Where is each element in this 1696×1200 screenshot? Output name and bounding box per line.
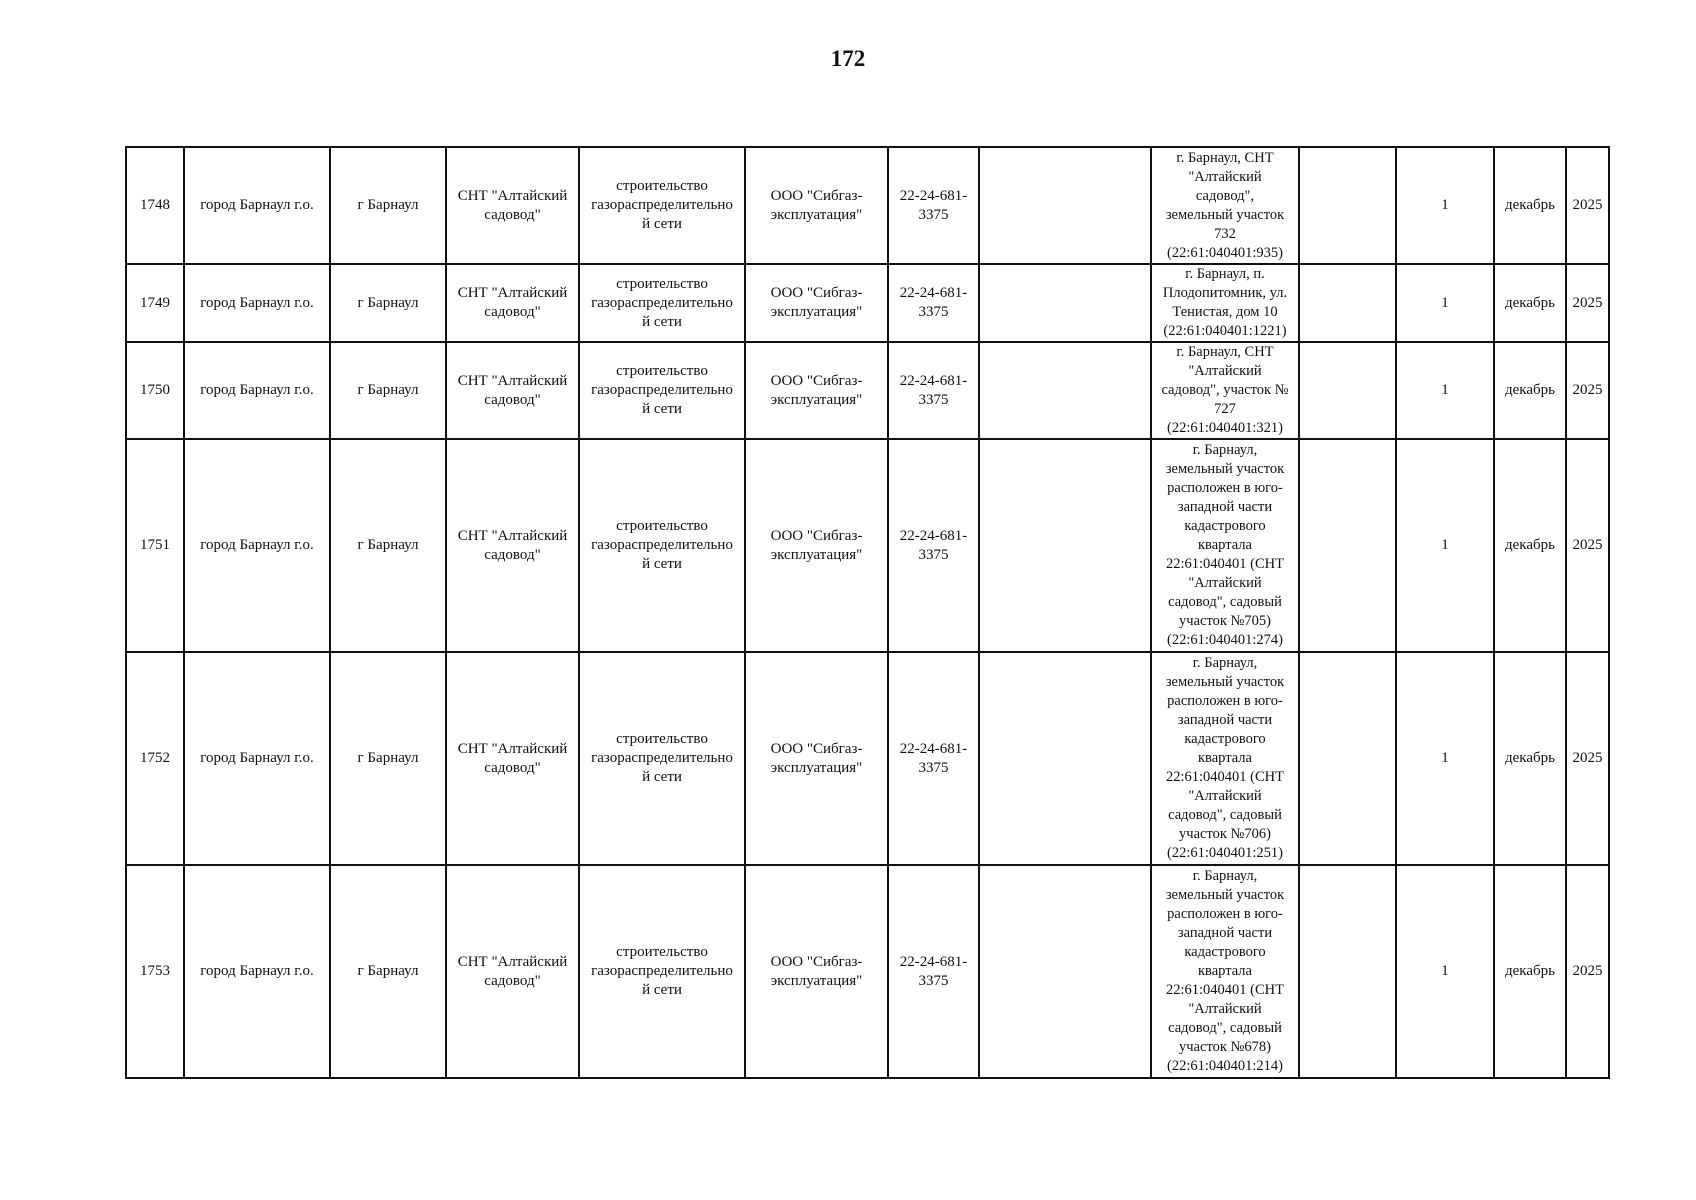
empty-cell xyxy=(979,342,1151,439)
address-line: кадастрового xyxy=(1184,944,1266,960)
code-cell xyxy=(888,439,979,652)
address-line: г. Барнаул, xyxy=(1192,442,1258,458)
work-type-line: газораспределительно xyxy=(591,963,733,979)
work-type-line: строительство xyxy=(616,275,708,292)
address-line: г. Барнаул, СНТ xyxy=(1176,149,1274,166)
address-cell xyxy=(1151,865,1299,1078)
work-type-line: строительство xyxy=(616,363,708,379)
code-line: 3375 xyxy=(918,304,949,320)
address-line: участок №705) xyxy=(1179,613,1271,629)
work-type-cell xyxy=(579,342,745,439)
organization-cell xyxy=(745,147,888,264)
address-line: земельный участок xyxy=(1165,461,1285,477)
address-line: 22:61:040401 (СНТ xyxy=(1165,982,1284,998)
row-number: 1752 xyxy=(126,652,184,865)
address-line: (22:61:040401:214) xyxy=(1167,1058,1283,1074)
address-line: "Алтайский xyxy=(1188,575,1262,591)
locality-cell: г Барнаул xyxy=(330,652,446,865)
address-line: кадастрового xyxy=(1184,731,1266,747)
address-line: 22:61:040401 (СНТ xyxy=(1165,769,1284,785)
address-line: (22:61:040401:321) xyxy=(1167,420,1283,436)
address-line: 732 xyxy=(1214,225,1236,242)
object-cell: СНТ "Алтайский садовод" xyxy=(446,147,579,264)
address-line: участок №706) xyxy=(1179,826,1271,842)
empty-cell xyxy=(979,439,1151,652)
address-line: западной части xyxy=(1177,712,1273,728)
address-line: расположен в юго- xyxy=(1167,906,1283,922)
row-number: 1749 xyxy=(126,264,184,342)
address-line: 22:61:040401 (СНТ xyxy=(1165,556,1284,572)
code-cell xyxy=(888,865,979,1078)
address-cell xyxy=(1151,342,1299,439)
row-number: 1751 xyxy=(126,439,184,652)
address-line: "Алтайский xyxy=(1188,363,1262,379)
address-line: садовод", xyxy=(1195,187,1255,204)
organization-line: ООО "Сибгаз- xyxy=(770,527,863,544)
row-number: 1753 xyxy=(126,865,184,1078)
address-cell xyxy=(1151,439,1299,652)
address-line: расположен в юго- xyxy=(1167,693,1283,709)
work-type-line: й сети xyxy=(642,216,682,232)
work-type-line: й сети xyxy=(642,313,682,330)
locality-cell: г Барнаул xyxy=(330,264,446,342)
address-line: (22:61:040401:274) xyxy=(1167,632,1283,648)
organization-line: ООО "Сибгаз- xyxy=(770,187,863,204)
address-line: садовод", садовый xyxy=(1168,807,1282,823)
code-line: 22-24-681- xyxy=(899,527,968,544)
empty-cell xyxy=(1299,439,1396,652)
table-row xyxy=(126,264,1609,342)
year-cell: 2025 xyxy=(1566,147,1609,264)
organization-line: эксплуатация" xyxy=(770,206,863,223)
address-line: Тенистая, дом 10 xyxy=(1172,304,1278,320)
work-type-line: строительство xyxy=(616,178,708,194)
code-line: 22-24-681- xyxy=(899,187,968,204)
organization-line: эксплуатация" xyxy=(770,391,863,408)
address-line: участок №678) xyxy=(1179,1039,1271,1055)
empty-cell xyxy=(1299,147,1396,264)
district-cell: город Барнаул г.о. xyxy=(184,865,330,1078)
work-type-cell xyxy=(579,865,745,1078)
month-cell: декабрь xyxy=(1494,439,1566,652)
address-line: "Алтайский xyxy=(1188,1001,1262,1017)
locality-cell: г Барнаул xyxy=(330,147,446,264)
quantity-cell: 1 xyxy=(1396,342,1494,439)
work-type-cell xyxy=(579,264,745,342)
organization-line: ООО "Сибгаз- xyxy=(770,285,863,301)
work-type-line: строительство xyxy=(616,518,708,534)
empty-cell xyxy=(1299,342,1396,439)
address-cell xyxy=(1151,652,1299,865)
organization-cell xyxy=(745,439,888,652)
address-line: земельный участок xyxy=(1165,887,1285,903)
code-line: 3375 xyxy=(918,206,949,223)
work-type-line: газораспределительно xyxy=(591,537,733,553)
address-line: западной части xyxy=(1177,499,1273,515)
year-cell: 2025 xyxy=(1566,865,1609,1078)
organization-line: эксплуатация" xyxy=(770,972,863,989)
row-number: 1748 xyxy=(126,147,184,264)
object-cell: СНТ "Алтайский садовод" xyxy=(446,342,579,439)
year-cell: 2025 xyxy=(1566,342,1609,439)
code-cell xyxy=(888,342,979,439)
organization-line: ООО "Сибгаз- xyxy=(770,372,863,389)
address-line: кадастрового xyxy=(1184,518,1266,534)
empty-cell xyxy=(979,865,1151,1078)
year-cell: 2025 xyxy=(1566,439,1609,652)
address-line: г. Барнаул, п. xyxy=(1185,266,1265,282)
code-line: 3375 xyxy=(918,391,949,408)
address-line: (22:61:040401:251) xyxy=(1167,845,1283,861)
table-row xyxy=(126,342,1609,439)
address-line: Плодопитомник, ул. xyxy=(1162,285,1288,301)
month-cell: декабрь xyxy=(1494,264,1566,342)
work-type-cell xyxy=(579,439,745,652)
address-line: расположен в юго- xyxy=(1167,480,1283,496)
work-type-line: й сети xyxy=(642,556,682,572)
work-type-line: газораспределительно xyxy=(591,750,733,766)
district-cell: город Барнаул г.о. xyxy=(184,342,330,439)
object-cell: СНТ "Алтайский садовод" xyxy=(446,439,579,652)
empty-cell xyxy=(1299,652,1396,865)
address-line: квартала xyxy=(1198,963,1252,979)
page-number: 172 xyxy=(830,46,866,71)
object-cell: СНТ "Алтайский садовод" xyxy=(446,652,579,865)
address-line: г. Барнаул, xyxy=(1192,655,1258,671)
address-line: земельный участок xyxy=(1165,674,1285,690)
empty-cell xyxy=(1299,865,1396,1078)
quantity-cell: 1 xyxy=(1396,652,1494,865)
address-line: квартала xyxy=(1198,537,1252,553)
address-line: (22:61:040401:1221) xyxy=(1163,323,1287,339)
district-cell: город Барнаул г.о. xyxy=(184,439,330,652)
quantity-cell: 1 xyxy=(1396,147,1494,264)
month-cell: декабрь xyxy=(1494,147,1566,264)
organization-line: ООО "Сибгаз- xyxy=(770,953,863,970)
object-cell: СНТ "Алтайский садовод" xyxy=(446,264,579,342)
address-line: "Алтайский xyxy=(1188,788,1262,804)
work-type-cell xyxy=(579,147,745,264)
empty-cell xyxy=(1299,264,1396,342)
work-type-cell xyxy=(579,652,745,865)
work-type-line: й сети xyxy=(642,401,682,417)
organization-line: эксплуатация" xyxy=(770,546,863,563)
quantity-cell: 1 xyxy=(1396,439,1494,652)
work-type-line: й сети xyxy=(642,769,682,785)
locality-cell: г Барнаул xyxy=(330,439,446,652)
code-line: 22-24-681- xyxy=(899,953,968,970)
table-row xyxy=(126,147,1609,264)
table-row xyxy=(126,652,1609,865)
code-cell xyxy=(888,264,979,342)
district-cell: город Барнаул г.о. xyxy=(184,147,330,264)
address-line: "Алтайский xyxy=(1188,168,1262,185)
month-cell: декабрь xyxy=(1494,342,1566,439)
work-type-line: й сети xyxy=(642,982,682,998)
work-type-line: газораспределительно xyxy=(591,294,733,311)
address-line: садовод", садовый xyxy=(1168,594,1282,610)
address-line: западной части xyxy=(1177,925,1273,941)
organization-line: эксплуатация" xyxy=(770,304,863,320)
table-row xyxy=(126,439,1609,652)
address-line: квартала xyxy=(1198,750,1252,766)
locality-cell: г Барнаул xyxy=(330,865,446,1078)
empty-cell xyxy=(979,147,1151,264)
address-line: садовод", садовый xyxy=(1168,1020,1282,1036)
month-cell: декабрь xyxy=(1494,652,1566,865)
code-line: 3375 xyxy=(918,759,949,776)
locality-cell: г Барнаул xyxy=(330,342,446,439)
work-type-line: газораспределительно xyxy=(591,197,733,213)
year-cell: 2025 xyxy=(1566,264,1609,342)
year-cell: 2025 xyxy=(1566,652,1609,865)
organization-cell xyxy=(745,264,888,342)
address-line: г. Барнаул, xyxy=(1192,868,1258,884)
code-line: 22-24-681- xyxy=(899,285,968,301)
work-type-line: строительство xyxy=(616,944,708,960)
gasification-registry-table xyxy=(125,146,1610,1079)
address-line: 727 xyxy=(1214,401,1236,417)
code-cell xyxy=(888,652,979,865)
code-line: 22-24-681- xyxy=(899,372,968,389)
organization-cell xyxy=(745,865,888,1078)
code-line: 3375 xyxy=(918,972,949,989)
quantity-cell: 1 xyxy=(1396,865,1494,1078)
table-row xyxy=(126,865,1609,1078)
work-type-line: газораспределительно xyxy=(591,382,733,398)
address-line: садовод", участок № xyxy=(1161,382,1289,398)
month-cell: декабрь xyxy=(1494,865,1566,1078)
code-line: 22-24-681- xyxy=(899,740,968,757)
address-cell xyxy=(1151,264,1299,342)
empty-cell xyxy=(979,652,1151,865)
quantity-cell: 1 xyxy=(1396,264,1494,342)
address-line: г. Барнаул, СНТ xyxy=(1176,344,1274,360)
organization-cell xyxy=(745,342,888,439)
district-cell: город Барнаул г.о. xyxy=(184,652,330,865)
address-cell xyxy=(1151,147,1299,264)
address-line: (22:61:040401:935) xyxy=(1167,244,1283,261)
empty-cell xyxy=(979,264,1151,342)
code-line: 3375 xyxy=(918,546,949,563)
code-cell xyxy=(888,147,979,264)
work-type-line: строительство xyxy=(616,731,708,747)
district-cell: город Барнаул г.о. xyxy=(184,264,330,342)
address-line: земельный участок xyxy=(1165,206,1285,223)
organization-line: эксплуатация" xyxy=(770,759,863,776)
organization-line: ООО "Сибгаз- xyxy=(770,740,863,757)
object-cell: СНТ "Алтайский садовод" xyxy=(446,865,579,1078)
organization-cell xyxy=(745,652,888,865)
row-number: 1750 xyxy=(126,342,184,439)
